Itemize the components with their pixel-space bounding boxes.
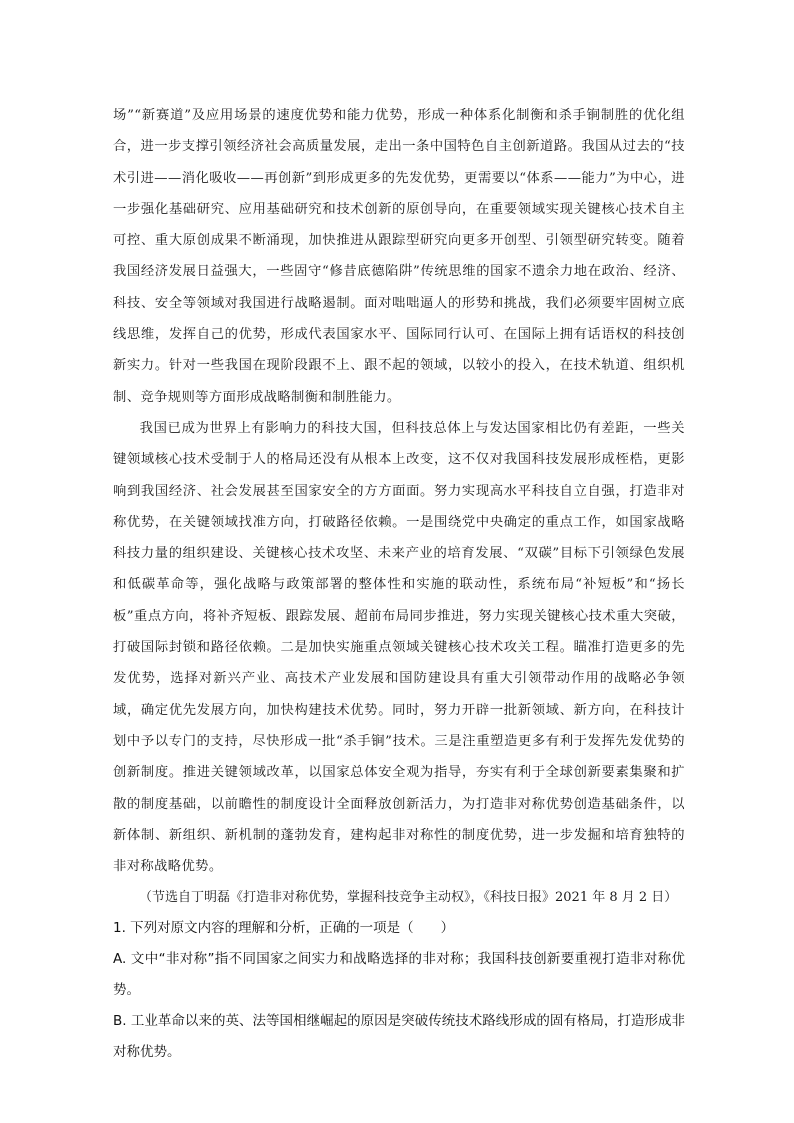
article-paragraph-1: 场”“新赛道”及应用场景的速度优势和能力优势，形成一种体系化制衡和杀手锏制胜的优化组合，进一步支撑引领经济社会高质量发展，走出一条中国特色自主创新道路。我国从过去的“技术引进——消化吸收——再创新”到形成更多的先发优势，更需要以“体系——能力”为中心，进一步强化基础研究、应用基础研究和技术创新的原创导向，在重要领域实现关键核心技术自主可控、重大原创成果不断涌现，加快推进从跟踪型研究向更多开创型、引领型研究转变。随着我国经济发展日益强大，一些固守“修昔底德陷阱”传统思维的国家不遗余力地在政治、经济、科技、安全等领域对我国进行战略遏制。面对咄咄逼人的形势和挑战，我们必须要牢固树立底线思维，发挥自己的优势，形成代表国家水平、国际同行认可、在国际上拥有话语权的科技创新实力。针对一些我国在现阶段跟不上、跟不起的领域，以较小的投入，在技术轨道、组织机制、竞争规则等方面形成战略制衡和制胜能力。 bbox=[113, 108, 685, 405]
question-option-a: A. 文中“非对称”指不同国家之间实力和战略选择的非对称；我国科技创新要重视打造非对称优势。 bbox=[113, 951, 685, 999]
page-content bbox=[113, 100, 685, 1068]
question-stem: 1. 下列对原文内容的理解和分析，正确的一项是（ ） bbox=[113, 920, 455, 937]
article-citation: （节选自丁明磊《打造非对称优势，掌握科技竞争主动权》，《科技日报》2021 年 8 月 2 日） bbox=[139, 890, 678, 906]
question-option-b: B. 工业革命以来的英、法等国相继崛起的原因是突破传统技术路线形成的固有格局，打造形成非对称优势。 bbox=[113, 1013, 685, 1061]
article-paragraph-2: 我国已成为世界上有影响力的科技大国，但科技总体上与发达国家相比仍有差距，一些关键领域核心技术受制于人的格局还没有从根本上改变，这不仅对我国科技发展形成桎梏，更影响到我国经济、社会发展甚至国家安全的方方面面。努力实现高水平科技自立自强，打造非对称优势，在关键领域找准方向，打破路径依赖。一是围绕党中央确定的重点工作，如国家战略科技力量的组织建设、关键核心技术攻坚、未来产业的培育发展、“双碳”目标下引领绿色发展和低碳革命等，强化战略与政策部署的整体性和实施的联动性，系统布局“补短板”和“扬长板”重点方向，将补齐短板、跟踪发展、超前布局同步推进，努力实现关键核心技术重大突破，打破国际封锁和路径依赖。二是加快实施重点领域关键核心技术攻关工程。瞄准打造更多的先发优势，选择对新兴产业、高技术产业发展和国防建设具有重大引领带动作用的战略必争领域，确定优先发展方向，加快构建技术优势。同时，努力开辟一批新领域、新方向，在科技计划中予以专门的支持，尽快形成一批“杀手锏”技术。三是注重塑造更多有利于发挥先发优势的创新制度。推进关键领域改革，以国家总体安全观为指导，夯实有利于全球创新要素集聚和扩散的制度基础，以前瞻性的制度设计全面释放创新活力，为打造非对称优势创造基础条件，以新体制、新组织、新机制的蓬勃发育，建构起非对称性的制度优势，进一步发掘和培育独特的非对称战略优势。 bbox=[113, 420, 685, 875]
